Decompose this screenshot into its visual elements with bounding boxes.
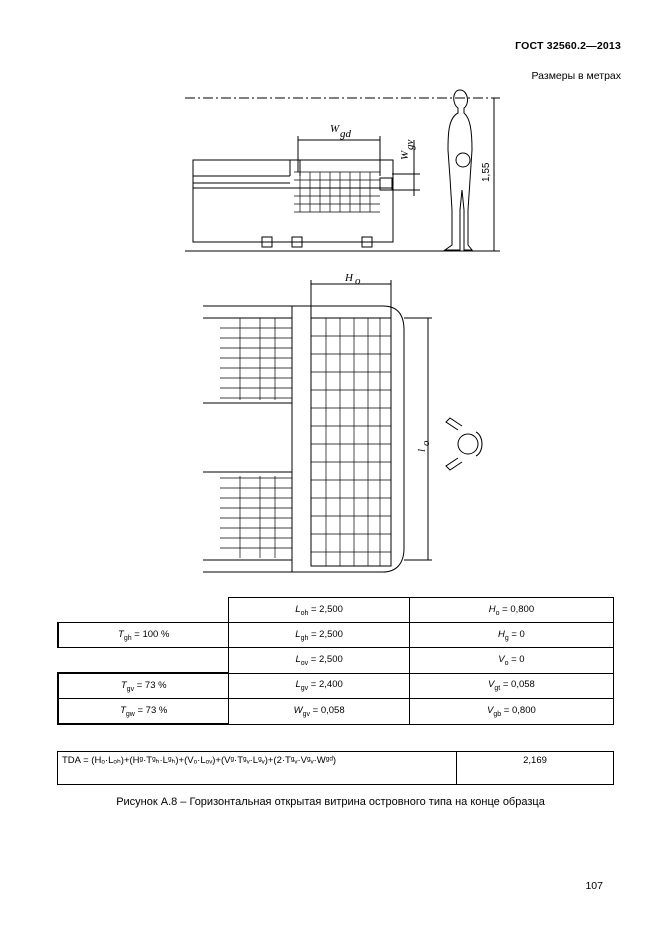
table-row <box>58 598 614 623</box>
wgv-label: W <box>399 150 411 160</box>
figure-caption: Рисунок А.8 – Горизонтальная открытая витрина островного типа на конце образца <box>116 796 545 808</box>
table-row <box>58 623 614 648</box>
table-cell: $T_{gv} = 73$ % <box>58 673 229 699</box>
units-note: Размеры в метрах <box>531 70 621 82</box>
page-number: 107 <box>585 880 603 892</box>
table-cell: $L_{gh} = 2,500$ <box>229 623 409 648</box>
table-cell: $L_{gv} = 2,400$ <box>229 673 409 699</box>
table-row <box>58 752 614 785</box>
table-cell <box>58 648 229 674</box>
values-table <box>57 597 614 725</box>
ho-label: H <box>345 272 353 284</box>
lo-label: l <box>416 448 428 452</box>
table-cell: $H_o = 0,800$ <box>409 598 613 623</box>
wgd-label: W <box>330 123 340 135</box>
standard-header: ГОСТ 32560.2—2013 <box>515 40 621 52</box>
table-cell: $V_{gb} = 0,800$ <box>409 699 613 725</box>
table-cell: $H_g = 0$ <box>409 623 613 648</box>
table-cell: $V_o = 0$ <box>409 648 613 674</box>
table-cell <box>58 598 229 623</box>
table-row <box>58 648 614 674</box>
wgv-sub: gv <box>404 139 416 150</box>
wgd-sub: gd <box>340 128 351 140</box>
tda-value: 2,169 <box>457 752 614 785</box>
ho-sub: o <box>355 275 361 287</box>
table-cell: $V_{gt} = 0,058$ <box>409 673 613 699</box>
table-row <box>58 673 614 699</box>
table-cell: $T_{gh} = 100$ % <box>58 623 229 648</box>
table-cell: $T_{gw} = 73$ % <box>58 699 229 725</box>
table-cell: $L_{oh} = 2,500$ <box>229 598 409 623</box>
height-label: 1,55 <box>481 162 492 182</box>
table-cell: $L_{ov} = 2,500$ <box>229 648 409 674</box>
lo-sub: o <box>420 440 432 446</box>
tda-formula: TDA = (Hₒ·Lₒₕ)+(Hᵍ·Tᵍₕ·Lᵍₕ)+(Vₒ·Lₒᵥ)+(Vᵍ·Tᵍᵥ·Lᵍᵥ)+(2·Tᵍᵥ·Vᵍᵥ·Wᵍᵈ) <box>58 752 457 785</box>
tda-table <box>57 751 614 785</box>
table-cell: $W_{gv} = 0,058$ <box>229 699 409 725</box>
table-row <box>58 699 614 725</box>
